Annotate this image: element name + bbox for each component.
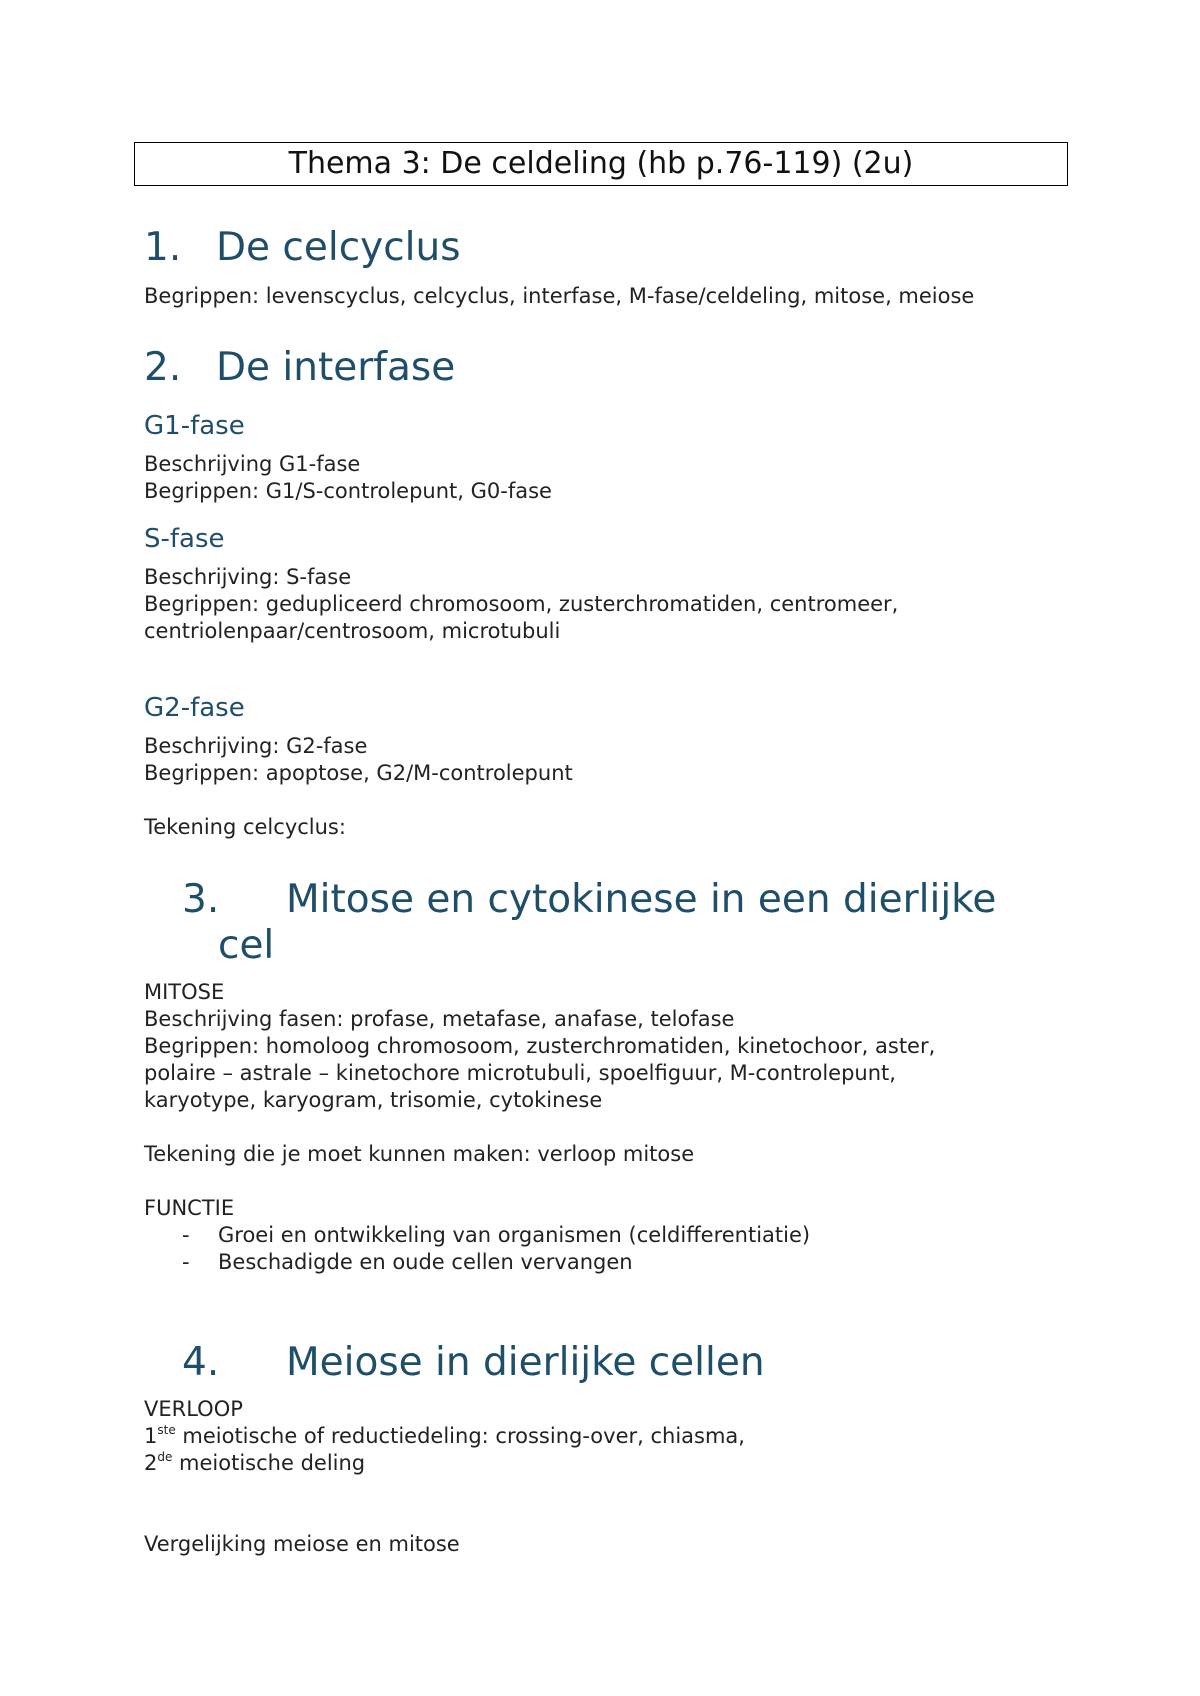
section-4-heading <box>182 1340 765 1386</box>
list-item <box>182 1249 633 1276</box>
section-1-concepts: Begrippen: levenscyclus, celcyclus, interfase, M-fase/celdeling, mitose, meiose <box>144 284 975 308</box>
ordinal-number: 1 <box>144 1424 158 1448</box>
ordinal-suffix: de <box>157 1450 173 1464</box>
s-concepts: Begrippen: gedupliceerd chromosoom, zusterchromatiden, centromeer, <box>144 592 899 616</box>
verloop-label: VERLOOP <box>144 1397 243 1421</box>
mitose-concepts: Begrippen: homoloog chromosoom, zusterchromatiden, kinetochoor, aster, <box>144 1034 936 1058</box>
g1-description: Beschrijving G1-fase <box>144 452 361 476</box>
section-number: 3. <box>182 877 220 922</box>
section-1-heading <box>144 224 461 272</box>
g2-description: Beschrijving: G2-fase <box>144 734 368 758</box>
mitose-concepts-line-2: polaire – astrale – kinetochore microtubuli, spoelfiguur, M-controlepunt, <box>144 1061 896 1085</box>
s-fase-heading: S-fase <box>144 524 225 554</box>
s-concepts-continued: centriolenpaar/centrosoom, microtubuli <box>144 619 561 643</box>
g1-concepts: Begrippen: G1/S-controlepunt, G0-fase <box>144 479 552 503</box>
comparison-label: Vergelijking meiose en mitose <box>144 1532 460 1556</box>
g2-concepts: Begrippen: apoptose, G2/M-controlepunt <box>144 761 573 785</box>
section-title: De interfase <box>216 345 456 390</box>
meiosis-second-division <box>144 1450 365 1477</box>
ordinal-number: 2 <box>144 1451 158 1475</box>
section-number: 4. <box>182 1340 220 1385</box>
section-title: De celcyclus <box>216 225 461 270</box>
section-3-heading <box>182 877 996 923</box>
meiosis-first-division <box>144 1423 745 1450</box>
mitose-drawing-label: Tekening die je moet kunnen maken: verloop mitose <box>144 1142 695 1166</box>
dash-bullet: - <box>182 1223 190 1247</box>
mitose-label: MITOSE <box>144 980 225 1004</box>
list-item <box>182 1222 810 1249</box>
g1-fase-heading: G1-fase <box>144 411 245 441</box>
section-2-heading <box>144 344 455 392</box>
division-text: meiotische of reductiedeling: crossing-over, chiasma, <box>175 1424 745 1448</box>
list-item-text: Groei en ontwikkeling van organismen (celdifferentiatie) <box>218 1223 811 1247</box>
document-title: Thema 3: De celdeling (hb p.76-119) (2u) <box>134 142 1068 186</box>
section-3-heading-line-2: cel <box>218 923 275 968</box>
celcyclus-drawing-label: Tekening celcyclus: <box>144 815 346 839</box>
dash-bullet: - <box>182 1250 190 1274</box>
list-item-text: Beschadigde en oude cellen vervangen <box>218 1250 633 1274</box>
functie-label: FUNCTIE <box>144 1196 235 1220</box>
section-title: Meiose in dierlijke cellen <box>286 1340 765 1385</box>
mitose-concepts-line-3: karyotype, karyogram, trisomie, cytokinese <box>144 1088 603 1112</box>
section-number: 1. <box>144 225 182 270</box>
ordinal-suffix: ste <box>157 1423 176 1437</box>
mitose-phases: Beschrijving fasen: profase, metafase, anafase, telofase <box>144 1007 735 1031</box>
section-title-line-1: Mitose en cytokinese in een dierlijke <box>286 877 997 922</box>
s-description: Beschrijving: S-fase <box>144 565 352 589</box>
g2-fase-heading: G2-fase <box>144 693 245 723</box>
division-text: meiotische deling <box>172 1451 366 1475</box>
section-number: 2. <box>144 345 182 390</box>
